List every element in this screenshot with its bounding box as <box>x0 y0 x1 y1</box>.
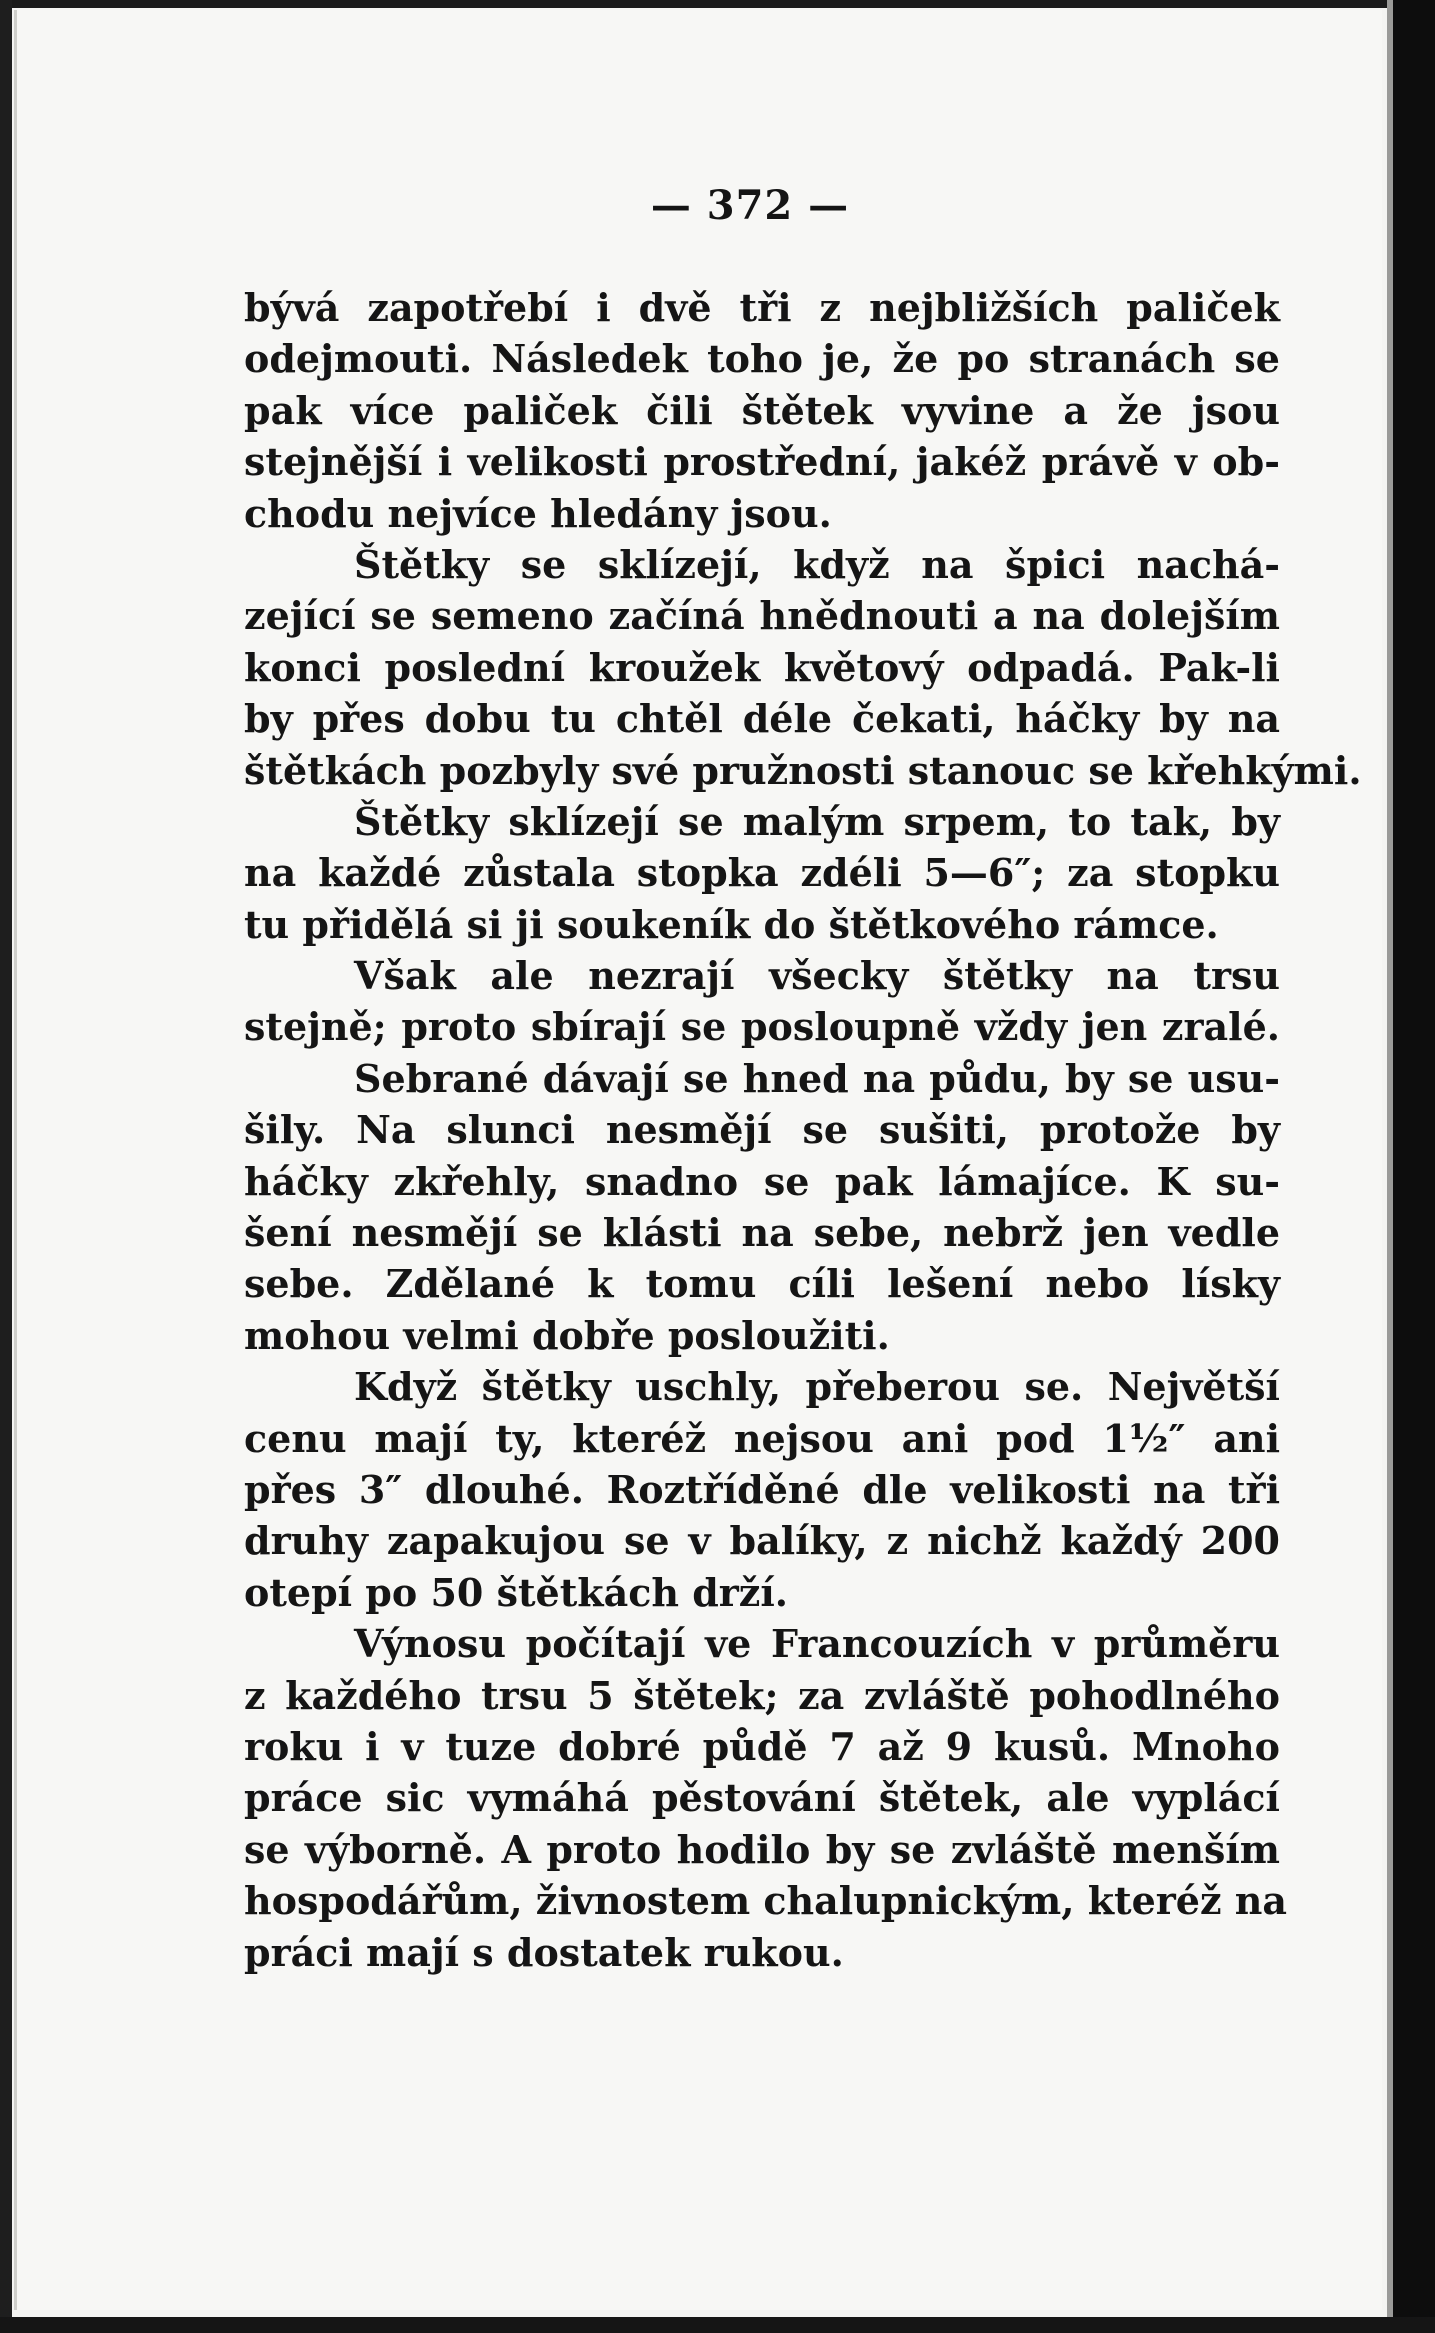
body-text <box>244 282 1362 1978</box>
text-line: konci poslední kroužek květový odpadá. Pak-li <box>244 644 1280 690</box>
text-line: přes 3″ dlouhé. Roztříděné dle velikosti na tři <box>244 1466 1280 1512</box>
text-line: cenu mají ty, kteréž nejsou ani pod 1½″ ani <box>244 1415 1280 1461</box>
text-line: z každého trsu 5 štětek; za zvláště pohodlného <box>244 1672 1280 1718</box>
text-line: Výnosu počítají ve Francouzích v průměru <box>354 1621 1280 1667</box>
text-line: stejně; proto sbírají se posloupně vždy jen zralé. <box>244 1004 1280 1050</box>
text-line: tu přidělá si ji soukeník do štětkového rámce. <box>244 901 1219 947</box>
text-line: Štětky sklízejí se malým srpem, to tak, by <box>354 798 1280 844</box>
text-line: roku i v tuze dobré půdě 7 až 9 kusů. Mnoho <box>244 1723 1280 1769</box>
text-line: stejnější i velikosti prostřední, jakéž právě v ob- <box>244 439 1280 485</box>
text-line: zející se semeno začíná hnědnouti a na dolejším <box>244 593 1280 639</box>
scan-right-border <box>1393 0 1435 2333</box>
text-line: se výborně. A proto hodilo by se zvláště menším <box>244 1826 1280 1872</box>
text-line: sebe. Zdělané k tomu cíli lešení nebo lísky <box>244 1261 1280 1307</box>
text-line: by přes dobu tu chtěl déle čekati, háčky by na <box>244 696 1280 742</box>
text-line: hospodářům, živnostem chalupnickým, kteréž na <box>244 1878 1288 1924</box>
text-line: šení nesmějí se klásti na sebe, nebrž jen vedle <box>244 1210 1280 1256</box>
scan-bottom-border <box>0 2317 1435 2333</box>
scan-top-border <box>0 0 1435 8</box>
text-line: šily. Na slunci nesmějí se sušiti, protože by <box>244 1107 1280 1153</box>
text-line: Když štětky uschly, přeberou se. Největší <box>354 1364 1280 1410</box>
text-line: háčky zkřehly, snadno se pak lámajíce. K su- <box>244 1158 1280 1204</box>
text-line: pak více paliček čili štětek vyvine a že jsou <box>244 387 1280 433</box>
text-line: práci mají s dostatek rukou. <box>244 1929 844 1975</box>
text-line: otepí po 50 štětkách drží. <box>244 1569 789 1615</box>
text-line: odejmouti. Následek toho je, že po stranách se <box>244 336 1280 382</box>
text-line: mohou velmi dobře posloužiti. <box>244 1312 890 1358</box>
text-line: Sebrané dávají se hned na půdu, by se usu- <box>354 1055 1280 1101</box>
text-line: Štětky se sklízejí, když na špici nachá- <box>354 541 1280 587</box>
page-number-header: — 372 — <box>650 182 850 229</box>
scan-left-border <box>0 0 12 2333</box>
text-line: bývá zapotřebí i dvě tři z nejbližších paliček <box>244 285 1280 330</box>
text-line: na každé zůstala stopka zdéli 5—6″; za stopku <box>244 850 1280 896</box>
text-line: Však ale nezrají všecky štětky na trsu <box>354 953 1280 999</box>
text-line: práce sic vymáhá pěstování štětek, ale vyplácí <box>244 1775 1280 1821</box>
text-line: chodu nejvíce hledány jsou. <box>244 490 832 536</box>
text-line: druhy zapakujou se v balíky, z nichž každý 200 <box>244 1518 1280 1564</box>
text-line: štětkách pozbyly své pružnosti stanouc se křehkými. <box>244 747 1362 793</box>
